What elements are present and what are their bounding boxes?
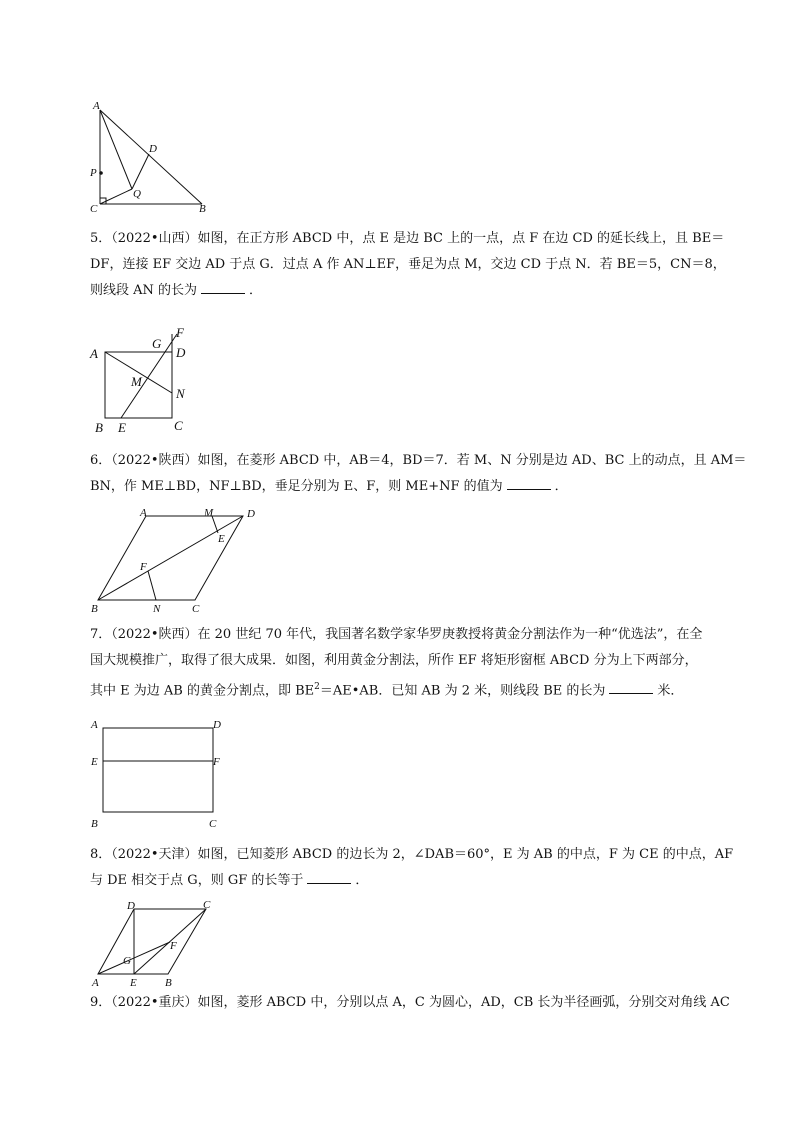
label-D: D [213, 719, 221, 731]
label-P: P [90, 167, 97, 179]
label-N: N [153, 603, 161, 615]
q6-line-1: 6．（2022•陕西）如图，在菱形 ABCD 中，AB＝4，BD＝7．若 M、N 分别是边 AD、BC 上的动点，且 AM＝ [90, 453, 747, 468]
label-N: N [176, 386, 185, 401]
question-8 [90, 842, 734, 894]
q7-superscript: 2 [314, 682, 320, 692]
label-A: A [93, 100, 100, 112]
figure-q7 [85, 716, 235, 832]
label-B: B [91, 818, 98, 830]
segment-AQ [100, 110, 132, 189]
label-B: B [199, 203, 206, 215]
label-B: B [91, 603, 98, 615]
q5-line-3-end: ． [249, 283, 263, 298]
q8-line-2-text: 与 DE 相交于点 G，则 GF 的长等于 [90, 873, 304, 888]
q9-line-1: 9．（2022•重庆）如图，菱形 ABCD 中，分别以点 A，C 为圆心，AD，CB 长为半径画弧，分别交对角线 AC [90, 995, 730, 1010]
answer-blank-q8[interactable] [307, 869, 351, 884]
label-F: F [140, 561, 147, 573]
label-Q: Q [133, 188, 141, 200]
q7-line-2: 国大规模推广，取得了很大成果．如图，利用黄金分割法，所作 EF 将矩形窗框 ABCD 分为上下两部分， [90, 653, 698, 668]
question-6 [90, 448, 747, 500]
label-A: A [92, 977, 99, 989]
q8-line-2-end: ． [355, 873, 369, 888]
label-E: E [218, 533, 225, 545]
question-5 [90, 226, 726, 304]
q5-line-2: DF，连接 EF 交边 AD 于点 G．过点 A 作 AN⊥EF，垂足为点 M，交边 CD 于点 N．若 BE＝5，CN＝8， [90, 257, 726, 272]
segment-NF [148, 571, 156, 600]
segment-EF [121, 334, 177, 418]
question-9 [90, 990, 730, 1016]
answer-blank-q6[interactable] [507, 475, 551, 490]
q5-line-3 [90, 278, 720, 304]
label-C: C [203, 899, 211, 911]
q6-line-2-end: ． [554, 479, 568, 494]
label-F: F [170, 940, 177, 952]
q8-line-2 [90, 868, 720, 894]
label-B: B [165, 977, 172, 989]
label-G: G [152, 336, 162, 351]
label-C: C [192, 603, 200, 615]
label-E: E [91, 756, 98, 768]
q6-line-2 [90, 474, 720, 500]
figure-q6 [88, 504, 263, 616]
q8-line-1: 8．（2022•天津）如图，已知菱形 ABCD 的边长为 2，∠DAB＝60°，E 为 AB 的中点，F 为 CE 的中点，AF [90, 847, 734, 862]
label-G: G [123, 955, 131, 967]
label-F: F [213, 756, 220, 768]
segment-QD [132, 154, 149, 189]
label-C: C [174, 418, 183, 433]
segment-CQ [100, 189, 132, 204]
q7-line-3 [90, 674, 720, 704]
q5-line-1: 5．（2022•山西）如图，在正方形 ABCD 中，点 E 是边 BC 上的一点，点 F 在边 CD 的延长线上，且 BE＝ [90, 231, 725, 246]
point-P [99, 171, 103, 175]
label-F: F [176, 325, 184, 340]
label-D: D [127, 900, 135, 912]
q7-line-3-text-b: ＝AE•AB．已知 AB 为 2 米，则线段 BE 的长为 [319, 683, 606, 699]
label-D: D [176, 345, 186, 360]
answer-blank-q7[interactable] [609, 679, 653, 694]
q5-line-3-text: 则线段 AN 的长为 [90, 283, 198, 298]
figure-q5 [85, 322, 205, 437]
label-A: A [90, 346, 98, 361]
label-A: A [140, 507, 147, 519]
label-E: E [130, 977, 137, 989]
rhombus-ABCD [98, 909, 206, 974]
label-M: M [131, 374, 142, 389]
q7-line-1: 7．（2022•陕西）在 20 世纪 70 年代，我国著名数学家华罗庚教授将黄金分割法作为一种“优选法”，在全 [90, 627, 703, 642]
q7-line-3-text-a: 其中 E 为边 AB 的黄金分割点，即 BE [90, 683, 315, 699]
q7-line-3-end: 米． [657, 683, 684, 699]
question-7 [90, 622, 720, 704]
label-B: B [95, 420, 103, 435]
label-C: C [90, 203, 98, 215]
figure-q4 [80, 98, 220, 218]
label-E: E [118, 420, 126, 435]
segment-AB [100, 110, 202, 204]
figure-q8 [88, 898, 218, 990]
answer-blank-q5[interactable] [201, 279, 245, 294]
label-D: D [149, 143, 157, 155]
label-D: D [247, 508, 255, 520]
diagonal-BD [98, 516, 243, 600]
label-M: M [204, 507, 214, 519]
rectangle-ABCD [103, 728, 213, 812]
label-A: A [91, 719, 98, 731]
q6-line-2-text: BN，作 ME⊥BD，NF⊥BD，垂足分别为 E、F，则 ME+NF 的值为 [90, 479, 503, 494]
label-C: C [209, 818, 217, 830]
